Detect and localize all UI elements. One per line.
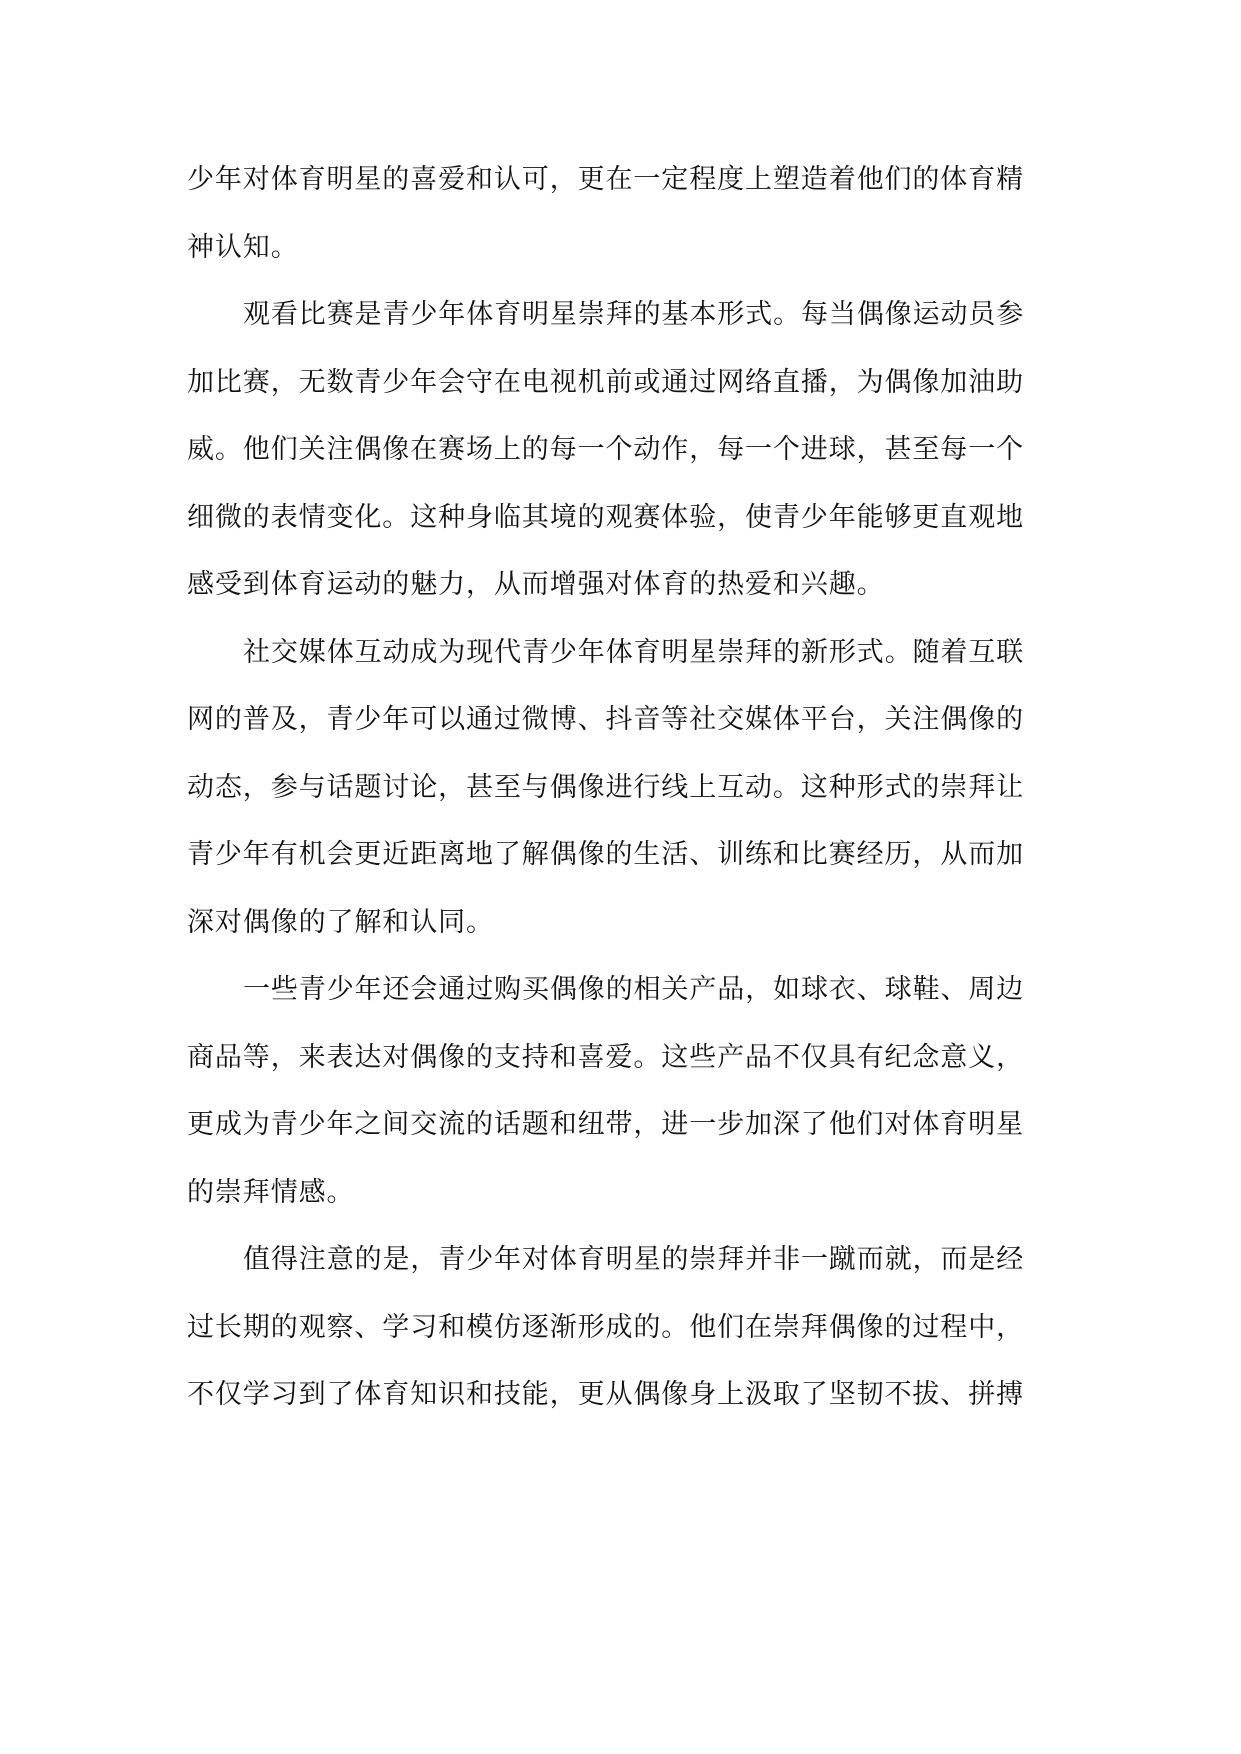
text-line: 动态，参与话题讨论，甚至与偶像进行线上互动。这种形式的崇拜让	[187, 771, 1024, 803]
document-body	[187, 146, 1055, 1429]
text-line: 青少年有机会更近距离地了解偶像的生活、训练和比赛经历，从而加	[187, 839, 1024, 870]
text-line: 商品等，来表达对偶像的支持和喜爱。这些产品不仅具有纪念意义，	[187, 1041, 1024, 1073]
text-line: 少年对体育明星的喜爱和认可，更在一定程度上塑造着他们的体育精	[187, 164, 1024, 195]
text-line: 加比赛，无数青少年会守在电视机前或通过网络直播，为偶像加油助	[187, 366, 1024, 398]
text-line: 社交媒体互动成为现代青少年体育明星崇拜的新形式。随着互联	[243, 636, 1025, 668]
text-line: 过长期的观察、学习和模仿逐渐形成的。他们在崇拜偶像的过程中，	[187, 1311, 1024, 1343]
text-line: 观看比赛是青少年体育明星崇拜的基本形式。每当偶像运动员参	[243, 299, 1025, 330]
text-line: 威。他们关注偶像在赛场上的每一个动作，每一个进球，甚至每一个	[187, 434, 1024, 465]
text-line: 感受到体育运动的魅力，从而增强对体育的热爱和兴趣。	[187, 569, 885, 600]
text-line: 细微的表情变化。这种身临其境的观赛体验，使青少年能够更直观地	[187, 501, 1024, 533]
text-line: 一些青少年还会通过购买偶像的相关产品，如球衣、球鞋、周边	[243, 974, 1025, 1005]
text-line: 网的普及，青少年可以通过微博、抖音等社交媒体平台，关注偶像的	[187, 704, 1024, 735]
text-line: 的崇拜情感。	[187, 1176, 355, 1208]
text-line: 不仅学习到了体育知识和技能，更从偶像身上汲取了坚韧不拔、拼搏	[187, 1379, 1024, 1410]
text-line: 值得注意的是，青少年对体育明星的崇拜并非一蹴而就，而是经	[243, 1244, 1025, 1275]
text-line: 神认知。	[187, 231, 299, 263]
text-line: 深对偶像的了解和认同。	[187, 906, 494, 938]
text-line: 更成为青少年之间交流的话题和纽带，进一步加深了他们对体育明星	[187, 1109, 1024, 1140]
